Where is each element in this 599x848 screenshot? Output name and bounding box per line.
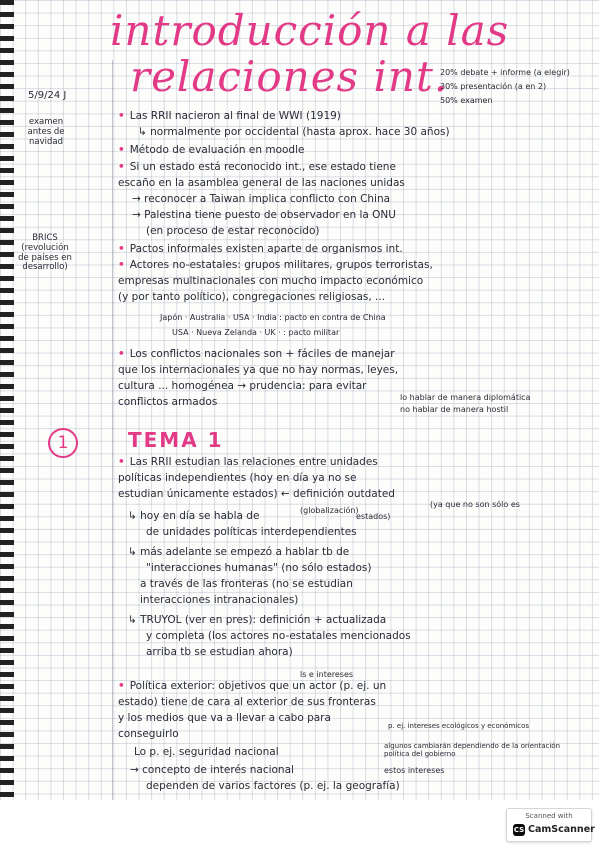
note-line: de unidades políticas interdependientes [146,526,357,538]
note-line: (ya que no son sólo es [430,500,520,509]
note-line: → reconocer a Taiwan implica conflicto con China [132,193,391,205]
note-line: escaño en la asamblea general de las naciones unidas [118,177,405,189]
note-line: conflictos armados [118,396,218,408]
note-line: (en proceso de estar reconocido) [146,225,320,237]
margin-line [112,60,113,800]
note-line: Si un estado está reconocido int., ese estado tiene [129,161,396,173]
grading-item: 20% debate + informe (a elegir) [440,68,570,77]
page-title-line1: introducción a las [110,6,510,55]
note-line: empresas multinacionales con mucho impacto económico [118,275,424,287]
camscanner-watermark [506,808,595,842]
note-line: arriba tb se estudian ahora) [146,646,293,658]
tema-number-badge: 1 [48,428,78,458]
note-line: Actores no-estatales: grupos militares, grupos terroristas, [129,259,433,271]
note-line: estado) tiene de cara al exterior de sus fronteras [118,696,376,708]
camscanner-logo-icon: CS [513,826,525,834]
note-line: USA · Nueva Zelanda · UK · : pacto militar [172,328,340,337]
note-line: políticas independientes (hoy en día ya no se [118,472,357,484]
side-note-exam: examen antes de navidad [27,117,65,147]
note-line: no hablar de manera hostil [400,405,509,414]
note-line: Lo p. ej. seguridad nacional [134,746,279,758]
note-line: ↳ normalmente por occidental (hasta aprox. hace 30 años) [138,126,450,138]
note-line: a través de las fronteras (no se estudian [140,578,353,590]
grading-item: 30% presentación (a en 2) [440,82,547,91]
page-title-line2: relaciones int. [130,52,449,101]
note-line: Los conflictos nacionales son + fáciles de manejar [129,348,395,360]
note-line: (globalización) [300,506,359,515]
note-line: interacciones intranacionales) [140,594,299,606]
note-line: estos intereses [384,766,445,775]
date: 5/9/24 J [28,90,67,101]
tema-heading: TEMA 1 [128,428,224,452]
watermark-line1: Scanned with [525,812,573,820]
note-line: Las RRII estudian las relaciones entre unidades [129,456,378,468]
note-line: y los medios que va a llevar a cabo para [118,712,331,724]
note-line: Pactos informales existen aparte de organismos int. [129,243,403,255]
grading-item: 50% examen [440,96,493,105]
note-line: Método de evaluación en moodle [129,144,305,156]
note-line: ↳ más adelante se empezó a hablar tb de [128,546,350,558]
note-line: estados) [356,512,391,521]
note-line: Las RRII nacieron al final de WWI (1919) [129,110,341,122]
note-line: Japón · Australia · USA · India : pacto en contra de China [160,313,386,322]
note-line: ↳ hoy en día se habla de [128,510,260,522]
note-line: que los internacionales ya que no hay normas, leyes, [118,364,399,376]
note-line: y completa (los actores no-estatales mencionados [146,630,411,642]
notebook-page: introducción a las relaciones int. 5/9/24 J 20% debate + informe (a elegir) 30% presentación (a en 2) 50% examen examen antes de navidad BRICS (revolución de países en desarrollo) • Las RRII nacieron al final de WWI (1919) ↳ normalmente por occidental (hasta aprox. hace 30 años) • Método de evaluación en moodle • Si un estado está reconocido int., ese estado tiene escaño en la asamblea general de las naciones unidas → reconocer a Taiwan implica conflicto con China → Palestina tiene puesto de observador en la ONU (en proceso de estar reconocido) • Pactos informales existen aparte de organismos int. • Actores no-estatales: grupos militares, grupos terroristas, empresas multinacionales con mucho impacto económico (y por tanto político), congregaciones religiosas, ... Japón · Australia · USA · India : pacto en contra de China USA · Nueva Zelanda · UK · : pacto militar • Los conflictos nacionales son + fáciles de manejar que los internacionales ya que no hay normas, leyes, cultura ... homogénea → prudencia: para evitar lo hablar de manera diplomática conflictos armados no hablar de manera hostil 1 TEMA 1 • Las RRII estudian las relaciones entre unidades políticas independientes (hoy en día ya no se estudian únicamente estados) ← definición outdated (ya que no son sólo es ↳ hoy en día se habla de (globalización) estados) de unidades políticas interdependientes ↳ más adelante se empezó a hablar tb de "interacciones humanas" (no sólo estados) a través de las fronteras (no se estudian interacciones intranacionales) ↳ TRUYOL (ver en pres): definición + actualizada y completa (los actores no-estatales mencionados arriba tb se estudian ahora) ls e intereses • Política exterior: objetivos que un actor (p. ej. un estado) tiene de cara al exterior de sus fronteras y los medios que va a llevar a cabo para p. ej. intereses ecológicos y económicos conseguirlo Lo p. ej. seguridad nacional algunos cambiarán dependiendo de la orientación política del gobierno → concepto de interés nacional estos intereses dependen de varios factores (p. ej. la geografía) [0,0,599,800]
note-line: ls e intereses [300,670,354,679]
spiral-binding [0,0,14,800]
note-line: lo hablar de manera diplomática [400,393,531,402]
note-line: "interacciones humanas" (no sólo estados) [146,562,372,574]
side-note-brics: BRICS (revolución de países en desarrollo) [18,233,72,273]
note-line: → Palestina tiene puesto de observador en la ONU [132,209,396,221]
note-line: p. ej. intereses ecológicos y económicos [388,722,530,730]
watermark-line2: CamScanner [528,824,595,835]
note-line: ↳ TRUYOL (ver en pres): definición + actualizada [128,614,387,626]
note-line: algunos cambiarán dependiendo de la orientación política del gobierno [384,742,561,759]
note-line: Política exterior: objetivos que un actor (p. ej. un [129,680,387,692]
note-line: dependen de varios factores (p. ej. la geografía) [146,780,400,792]
note-line: conseguirlo [118,728,179,740]
note-line: → concepto de interés nacional [130,764,294,776]
note-line: (y por tanto político), congregaciones religiosas, ... [118,291,386,303]
note-line: estudian únicamente estados) ← definición outdated [118,488,395,500]
note-line: cultura ... homogénea → prudencia: para evitar [118,380,367,392]
